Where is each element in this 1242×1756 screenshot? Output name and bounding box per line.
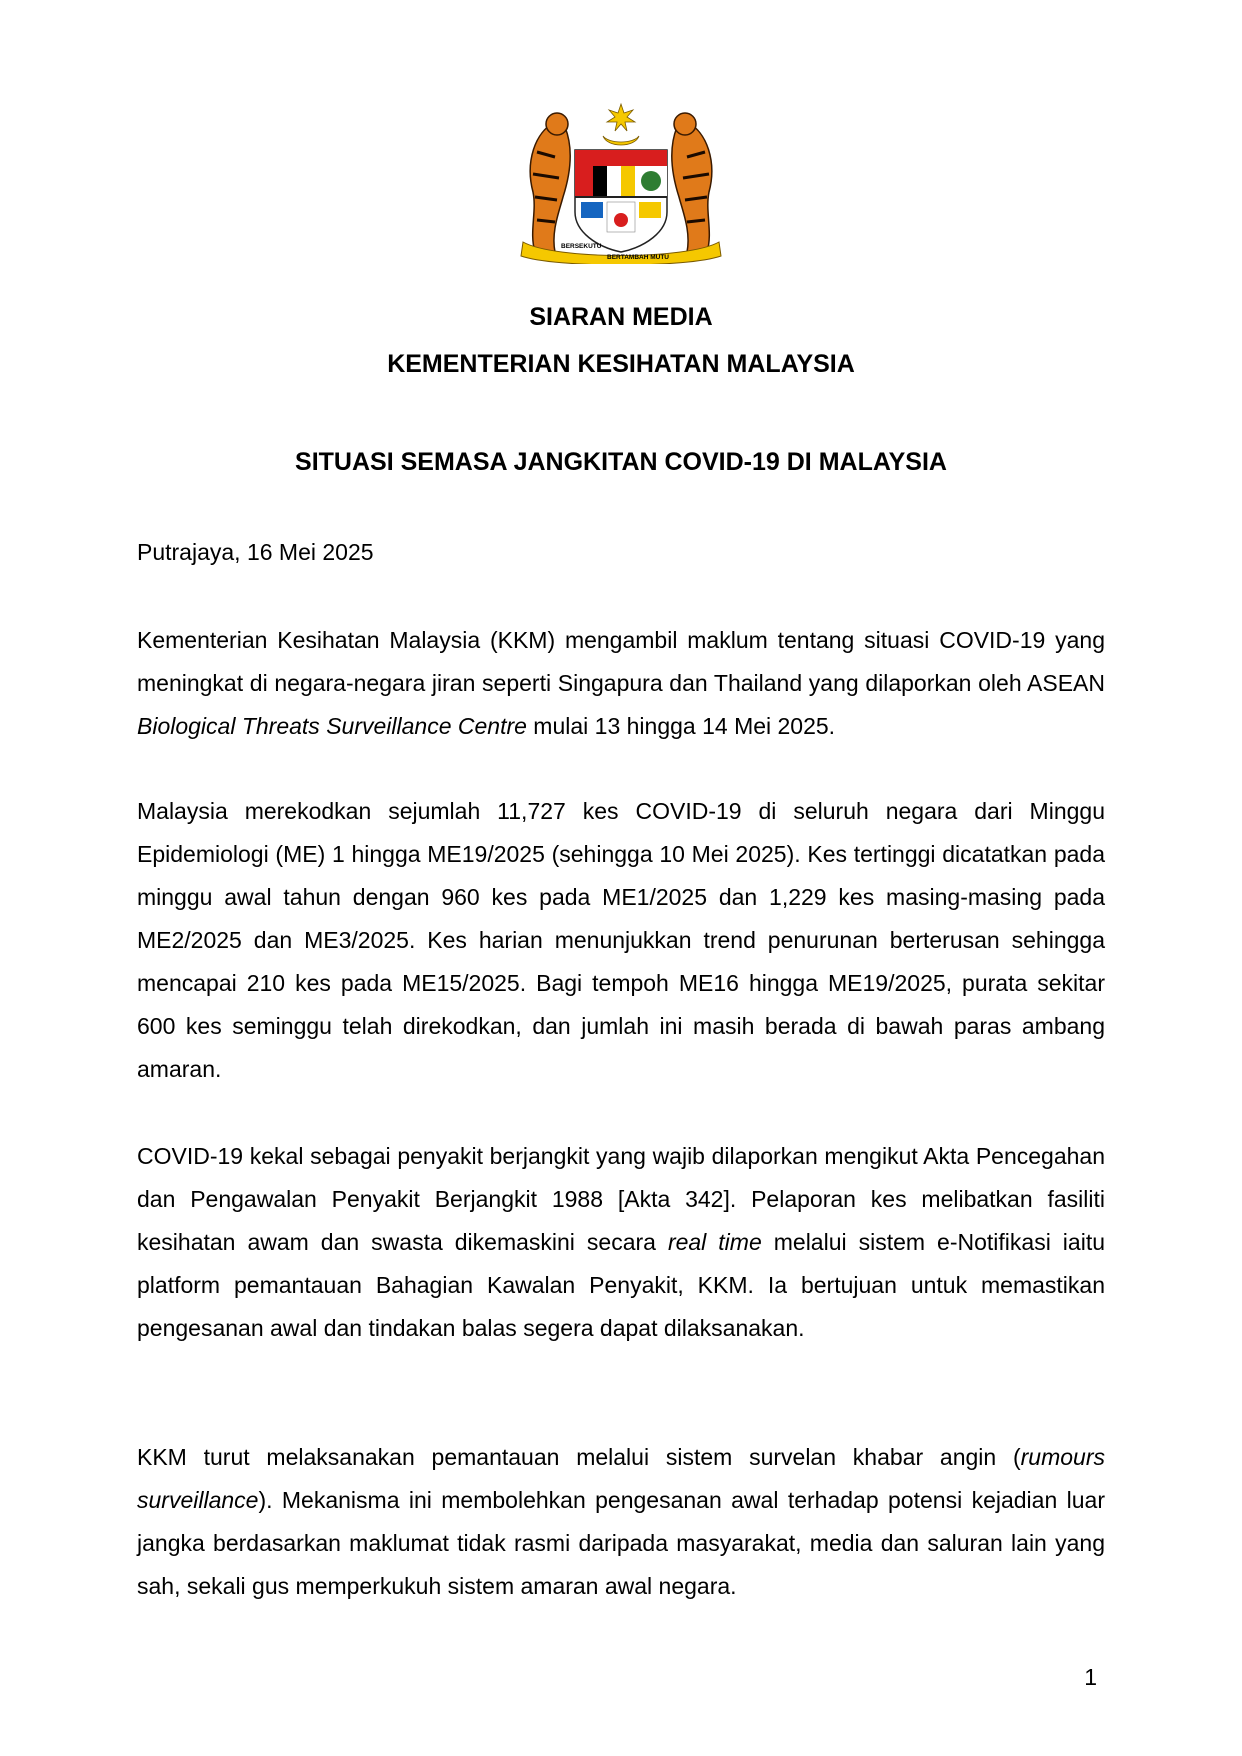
crescent-icon	[603, 136, 639, 145]
media-release-heading: SIARAN MEDIA	[529, 303, 713, 331]
paragraph-4-italic: rumours surveillance	[137, 1444, 1105, 1513]
paragraph-4-text-c: ). Mekanisma ini membolehkan pengesanan awal terhadap potensi kejadian luar jangka berdasarkan maklumat tidak rasmi daripada masyarakat, media dan saluran lain yang sah, sekali gus memperkukuh sistem amaran awal negara.	[137, 1487, 1105, 1599]
paragraph-4	[137, 1436, 1105, 1608]
shield-icon	[575, 150, 667, 252]
left-tiger-icon	[530, 113, 570, 252]
paragraph-3-text-a: COVID-19 kekal sebagai penyakit berjangkit yang wajib dilaporkan mengikut Akta Pencegahan dan Pengawalan Penyakit Berjangkit 1988 [Akta 342]. Pelaporan kes melibatkan fasiliti kesihatan awam dan swasta dikemaskini secara	[137, 1143, 1105, 1255]
coat-of-arms-logo	[515, 102, 727, 264]
paragraph-3-italic: real time	[667, 1229, 762, 1255]
page-number: 1	[1084, 1664, 1097, 1690]
paragraph-4-text-a: KKM turut melaksanakan pemantauan melalui sistem survelan khabar angin (	[137, 1444, 1021, 1470]
ministry-heading: KEMENTERIAN KESIHATAN MALAYSIA	[387, 350, 855, 378]
paragraph-1-text-c: mulai 13 hingga 14 Mei 2025.	[526, 713, 836, 739]
paragraph-1-italic: Biological Threats Surveillance Centre	[137, 713, 527, 739]
paragraph-1-text-a: Kementerian Kesihatan Malaysia (KKM) mengambil maklum tentang situasi COVID-19 yang meningkat di negara-negara jiran seperti Singapura dan Thailand yang dilaporkan oleh ASEAN	[137, 627, 1105, 696]
document-title: SITUASI SEMASA JANGKITAN COVID-19 DI MALAYSIA	[295, 448, 947, 476]
paragraph-2: Malaysia merekodkan sejumlah 11,727 kes COVID-19 di seluruh negara dari Minggu Epidemiologi (ME) 1 hingga ME19/2025 (sehingga 10 Mei 2025). Kes tertinggi dicatatkan pada minggu awal tahun dengan 960 kes pada ME1/2025 dan 1,229 kes masing-masing pada ME2/2025 dan ME3/2025. Kes harian menunjukkan trend penurunan berterusan sehingga mencapai 210 kes pada ME15/2025. Bagi tempoh ME16 hingga ME19/2025, purata sekitar 600 kes seminggu telah direkodkan, dan jumlah ini masih berada di bawah paras ambang amaran.	[137, 798, 1105, 1082]
dateline: Putrajaya, 16 Mei 2025	[137, 539, 374, 565]
paragraph-1	[137, 619, 1105, 748]
motto-right-text: BERTAMBAH MUTU	[607, 254, 669, 261]
paragraph-3	[137, 1135, 1105, 1350]
right-tiger-icon	[672, 113, 712, 252]
motto-left-text: BERSEKUTU	[561, 243, 602, 250]
paragraph-3-text-c: melalui sistem e-Notifikasi iaitu platform pemantauan Bahagian Kawalan Penyakit, KKM. Ia bertujuan untuk memastikan pengesanan awal dan tindakan balas segera dapat dilaksanakan.	[137, 1229, 1105, 1341]
star-icon	[607, 104, 635, 131]
